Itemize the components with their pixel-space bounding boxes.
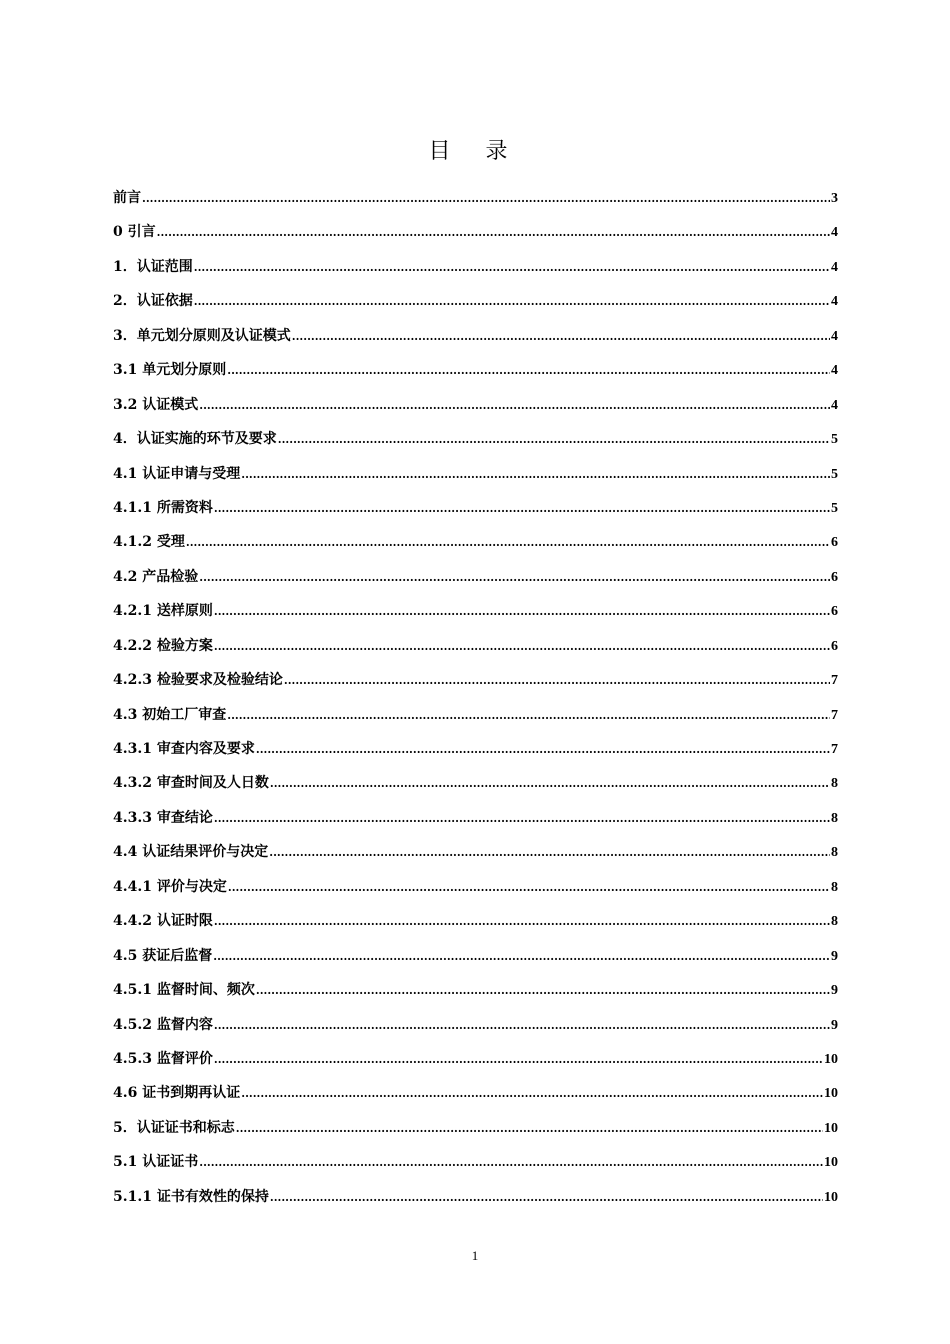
table-of-contents [113, 183, 838, 1216]
toc-entry-label: 4.2.3 检验要求及检验结论 [113, 672, 283, 689]
toc-dot-leader [186, 528, 830, 558]
toc-entry-page: 6 [831, 535, 838, 551]
toc-dot-leader [214, 907, 830, 937]
toc-entry[interactable] [113, 1182, 838, 1216]
toc-entry-page: 10 [824, 1051, 838, 1067]
toc-entry-page: 5 [831, 466, 838, 482]
toc-dot-leader [199, 391, 830, 421]
toc-entry-label: 4.3.1 审查内容及要求 [113, 741, 255, 757]
toc-title: 目 录 [428, 139, 522, 164]
toc-dot-leader [227, 701, 830, 731]
toc-dot-leader [228, 873, 830, 903]
toc-entry[interactable] [113, 493, 838, 527]
toc-entry[interactable] [113, 390, 838, 424]
toc-entry[interactable] [113, 941, 838, 975]
toc-entry-page: 4 [831, 225, 838, 241]
toc-entry-label: 4.2 产品检验 [113, 568, 199, 585]
toc-entry-page: 10 [824, 1120, 838, 1136]
toc-dot-leader [214, 494, 830, 524]
toc-dot-leader [199, 1148, 823, 1178]
toc-entry-label: 4.2.2 检验方案 [113, 637, 213, 654]
toc-entry-page: 10 [824, 1189, 838, 1205]
toc-entry-label: 5．认证证书和标志 [113, 1119, 235, 1136]
toc-entry[interactable] [113, 424, 838, 458]
toc-dot-leader [214, 632, 830, 662]
toc-entry-label: 4.2.1 送样原则 [113, 603, 213, 620]
toc-entry[interactable] [113, 1147, 838, 1181]
toc-entry-page: 9 [831, 1017, 838, 1033]
toc-entry[interactable] [113, 1078, 838, 1112]
page-number: 1 [471, 1248, 479, 1263]
toc-entry-page: 8 [831, 776, 838, 792]
toc-entry[interactable] [113, 631, 838, 665]
toc-entry-label: 4．认证实施的环节及要求 [113, 431, 277, 448]
toc-entry-label: 4.3.2 审查时间及人日数 [113, 775, 269, 792]
toc-dot-leader [142, 184, 830, 214]
toc-entry-label: 前言 [113, 190, 141, 206]
toc-entry-label: 3．单元划分原则及认证模式 [113, 327, 291, 344]
toc-entry-label: 4.6 证书到期再认证 [113, 1085, 241, 1102]
toc-dot-leader [194, 287, 830, 317]
toc-dot-leader [214, 1045, 823, 1075]
toc-entry-label: 4.5.1 监督时间、频次 [113, 982, 255, 999]
toc-dot-leader [194, 253, 830, 283]
toc-entry-page: 9 [831, 948, 838, 964]
toc-entry-page: 6 [831, 604, 838, 620]
toc-entry-label: 1．认证范围 [113, 258, 193, 275]
toc-entry-label: 4.1.2 受理 [113, 534, 185, 551]
toc-entry-page: 8 [831, 879, 838, 895]
toc-entry[interactable] [113, 321, 838, 355]
toc-entry-page: 4 [831, 397, 838, 413]
toc-dot-leader [227, 356, 830, 386]
toc-entry[interactable] [113, 252, 838, 286]
toc-entry-label: 5.1 认证证书 [113, 1154, 199, 1171]
toc-entry-label: 4.3.3 审查结论 [113, 809, 213, 826]
toc-dot-leader [199, 563, 830, 593]
toc-entry-label: 4.5.2 监督内容 [113, 1016, 213, 1033]
toc-entry[interactable] [113, 872, 838, 906]
toc-dot-leader [236, 1114, 823, 1144]
toc-entry-page: 4 [831, 363, 838, 379]
toc-entry-page: 7 [831, 707, 838, 723]
toc-entry-page: 10 [824, 1086, 838, 1102]
toc-dot-leader [214, 804, 830, 834]
toc-entry[interactable] [113, 1113, 838, 1147]
toc-dot-leader [278, 425, 830, 455]
toc-entry[interactable] [113, 665, 838, 699]
toc-entry-label: 4.1 认证申请与受理 [113, 465, 241, 482]
toc-entry-page: 8 [831, 810, 838, 826]
toc-entry[interactable] [113, 768, 838, 802]
toc-entry[interactable] [113, 562, 838, 596]
toc-dot-leader [157, 218, 830, 248]
toc-entry-page: 4 [831, 294, 838, 310]
toc-entry[interactable] [113, 286, 838, 320]
toc-entry[interactable] [113, 803, 838, 837]
toc-entry-label: 3.1 单元划分原则 [113, 362, 227, 379]
toc-entry-page: 6 [831, 638, 838, 654]
toc-dot-leader [269, 838, 830, 868]
toc-entry-page: 8 [831, 914, 838, 930]
toc-entry[interactable] [113, 975, 838, 1009]
toc-entry[interactable] [113, 527, 838, 561]
toc-dot-leader [213, 942, 830, 972]
toc-entry[interactable] [113, 355, 838, 389]
toc-entry[interactable] [113, 1044, 838, 1078]
toc-entry[interactable] [113, 700, 838, 734]
toc-entry-page: 3 [831, 191, 838, 206]
toc-dot-leader [256, 976, 830, 1006]
toc-entry-label: 3.2 认证模式 [113, 396, 199, 413]
toc-entry-label: 4.1.1 所需资料 [113, 499, 213, 516]
toc-entry[interactable] [113, 734, 838, 768]
toc-entry-page: 9 [831, 983, 838, 999]
toc-entry-page: 5 [831, 432, 838, 448]
toc-entry-page: 4 [831, 259, 838, 275]
toc-dot-leader [270, 769, 830, 799]
toc-entry-page: 4 [831, 328, 838, 344]
toc-entry-page: 10 [824, 1155, 838, 1171]
toc-entry-label: 2．认证依据 [113, 293, 193, 310]
toc-entry[interactable] [113, 1010, 838, 1044]
toc-entry-page: 7 [831, 742, 838, 757]
toc-dot-leader [214, 1011, 830, 1041]
toc-dot-leader [214, 597, 830, 627]
toc-entry-label: 0 引言 [113, 224, 156, 241]
toc-entry-label: 4.4 认证结果评价与决定 [113, 844, 269, 861]
toc-entry[interactable] [113, 217, 838, 251]
toc-entry[interactable] [113, 837, 838, 871]
toc-entry-label: 4.4.1 评价与决定 [113, 878, 227, 895]
toc-entry-label: 4.3 初始工厂审查 [113, 706, 227, 723]
toc-entry-label: 5.1.1 证书有效性的保持 [113, 1188, 269, 1205]
toc-dot-leader [241, 460, 830, 490]
toc-entry-page: 5 [831, 500, 838, 516]
toc-dot-leader [256, 735, 830, 765]
toc-entry-label: 4.4.2 认证时限 [113, 913, 213, 930]
toc-entry-page: 7 [831, 673, 838, 689]
toc-entry-page: 8 [831, 845, 838, 861]
toc-dot-leader [284, 666, 830, 696]
toc-entry-label: 4.5 获证后监督 [113, 947, 213, 964]
toc-entry[interactable] [113, 906, 838, 940]
toc-dot-leader [270, 1183, 823, 1213]
toc-entry[interactable] [113, 459, 838, 493]
toc-entry-page: 6 [831, 569, 838, 585]
toc-dot-leader [241, 1079, 823, 1109]
toc-dot-leader [292, 322, 830, 352]
toc-entry-label: 4.5.3 监督评价 [113, 1050, 213, 1067]
toc-entry[interactable] [113, 596, 838, 630]
toc-entry[interactable] [113, 183, 838, 217]
